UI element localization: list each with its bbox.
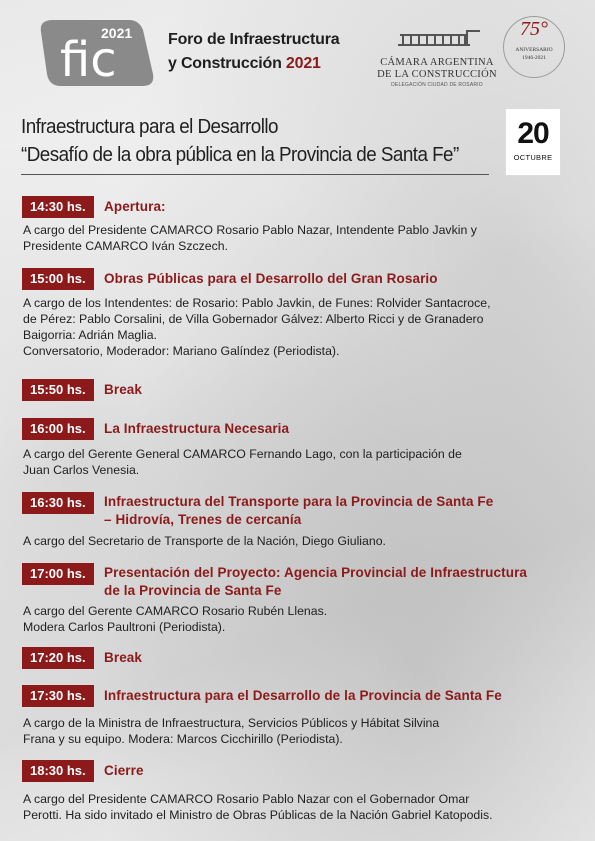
desc-line: Perotti. Ha sido invitado el Ministro de Obras Públicas de la Nación Gabriel Katopodis. [23,808,493,822]
building-icon [376,30,498,52]
agenda-description [23,791,583,823]
forum-title-line2: y Construcción [168,55,282,72]
agenda-title [104,493,574,529]
desc-line: A cargo del Presidente CAMARCO Rosario Pablo Nazar con el Gobernador Omar [23,792,470,806]
forum-title-line1: Foro de Infraestructura [168,31,340,48]
forum-title [168,28,339,76]
agenda-description [23,533,583,549]
agenda-title: Break [104,650,143,665]
camara-logo [376,30,498,88]
fic-logo [39,14,157,90]
agenda-title: Obras Públicas para el Desarrollo del Gran Rosario [104,271,438,286]
anniversary-number: 75° [520,18,548,40]
page-title-line1: Infraestructura para el Desarrollo [21,115,278,138]
agenda-title-line2: – Hidrovía, Trenes de cercanía [104,512,302,527]
agenda-description [23,603,583,635]
desc-line: Frana y su equipo. Modera: Marcos Cicchirillo (Periodista). [23,732,343,746]
agenda-time: 17:30 hs. [22,685,94,707]
anniversary-label: ANIVERSARIO [515,47,553,53]
desc-line: Juan Carlos Venesia. [23,463,140,477]
agenda-time: 15:50 hs. [22,379,94,401]
camara-delegation: DELEGACIÓN CIUDAD DE ROSARIO [391,82,483,88]
agenda-title-line1: Infraestructura del Transporte para la Provincia de Santa Fe [104,494,494,509]
agenda-title [104,564,574,600]
agenda-description [23,295,583,359]
date-badge [505,108,561,176]
fic-logo-graphic [39,14,157,90]
agenda-title: La Infraestructura Necesaria [104,421,290,436]
agenda-time: 16:00 hs. [22,418,94,440]
camara-name-line2: DE LA CONSTRUCCIÓN [377,69,497,80]
desc-line: A cargo del Gerente CAMARCO Rosario Rubén Llenas. [23,604,328,618]
agenda-time: 17:20 hs. [22,647,94,669]
agenda-title: Break [104,382,143,397]
date-month: OCTUBRE [513,153,553,162]
agenda-title: Infraestructura para el Desarrollo de la Provincia de Santa Fe [104,688,502,703]
title-divider [21,174,489,175]
desc-line: Baigorria: Adrián Maglia. [23,328,157,342]
fic-logo-year: 2021 [101,25,133,41]
fic-logo-letters: fic [60,32,117,88]
agenda-time: 17:00 hs. [22,563,94,585]
anniversary-years: 1946-2021 [522,55,546,61]
desc-line: Presidente CAMARCO Iván Szczech. [23,239,229,253]
desc-line: A cargo del Secretario de Transporte de la Nación, Diego Giuliano. [23,534,386,548]
desc-line: A cargo de la Ministra de Infraestructura, Servicios Públicos y Hábitat Silvina [23,716,440,730]
agenda-title-line1: Presentación del Proyecto: Agencia Provincial de Infraestructura [104,565,528,580]
desc-line: A cargo de los Intendentes: de Rosario: Pablo Javkin, de Funes: Rolvider Santacroce, [23,296,491,310]
desc-line: Modera Carlos Paultroni (Periodista). [23,620,226,634]
desc-line: de Pérez: Pablo Corsalini, de Villa Gobernador Gálvez: Alberto Ricci y de Granadero [23,312,484,326]
desc-line: Conversatorio, Moderador: Mariano Galíndez (Periodista). [23,344,340,358]
forum-year: 2021 [285,55,321,72]
anniversary-seal [503,16,565,78]
agenda-title: Apertura: [104,199,166,214]
agenda-time: 15:00 hs. [22,268,94,290]
agenda-description [23,715,583,747]
desc-line: A cargo del Presidente CAMARCO Rosario Pablo Nazar, Intendente Pablo Javkin y [23,223,477,237]
camara-name-line1: CÁMARA ARGENTINA [380,57,494,68]
agenda-time: 16:30 hs. [22,492,94,514]
agenda-time: 14:30 hs. [22,196,94,218]
agenda-description [23,222,583,254]
desc-line: A cargo del Gerente General CAMARCO Fernando Lago, con la participación de [23,447,462,461]
agenda-time: 18:30 hs. [22,760,94,782]
date-day: 20 [517,117,549,150]
agenda-description [23,446,583,478]
agenda-title-line2: de la Provincia de Santa Fe [104,583,282,598]
agenda-title: Cierre [104,763,144,778]
page-title-line2: “Desafío de la obra pública en la Provincia de Santa Fe” [21,143,459,166]
page-title [21,113,459,169]
